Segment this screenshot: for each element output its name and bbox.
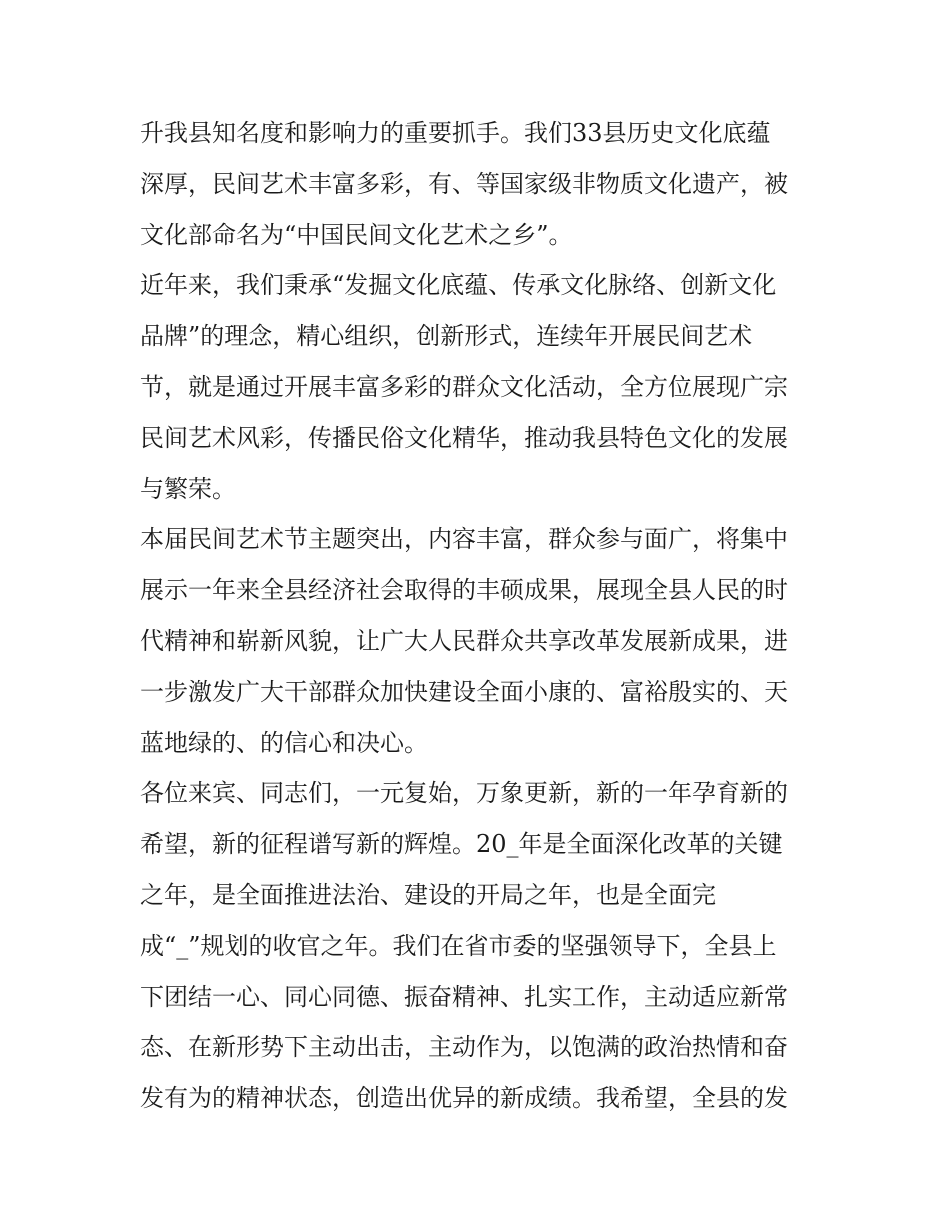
text-line: 节，就是通过开展丰富多彩的群众文化活动，全方位展现广宗	[140, 372, 788, 401]
text-line: 深厚，民间艺术丰富多彩，有、等国家级非物质文化遗产，被	[140, 169, 788, 198]
text-line: 蓝地绿的、的信心和决心。	[140, 728, 428, 757]
text-line: 与繁荣。	[140, 474, 236, 503]
text-line: 成“_”规划的收官之年。我们在省市委的坚强领导下，全县上	[140, 931, 777, 960]
document-body-text	[140, 108, 830, 1124]
text-line: 展示一年来全县经济社会取得的丰硕成果，展现全县人民的时	[140, 576, 788, 605]
text-line: 一步激发广大干部群众加快建设全面小康的、富裕殷实的、天	[140, 677, 788, 706]
text-line: 民间艺术风彩，传播民俗文化精华，推动我县特色文化的发展	[140, 423, 788, 452]
text-line: 文化部命名为“中国民间文化艺术之乡”。	[140, 220, 573, 249]
text-line: 之年，是全面推进法治、建设的开局之年，也是全面完	[140, 880, 716, 909]
text-line: 本届民间艺术节主题突出，内容丰富，群众参与面广，将集中	[140, 525, 788, 554]
text-line: 品牌”的理念，精心组织，创新形式，连续年开展民间艺术	[140, 322, 753, 351]
text-line: 近年来，我们秉承“发掘文化底蕴、传承文化脉络、创新文化	[140, 271, 777, 300]
text-line: 代精神和崭新风貌，让广大人民群众共享改革发展新成果，进	[140, 626, 788, 655]
text-line: 发有为的精神状态，创造出优异的新成绩。我希望，全县的发	[140, 1084, 788, 1113]
text-line: 下团结一心、同心同德、振奋精神、扎实工作，主动适应新常	[140, 982, 788, 1011]
text-line: 升我县知名度和影响力的重要抓手。我们33县历史文化底蕴	[140, 119, 771, 147]
text-line: 态、在新形势下主动出击，主动作为，以饱满的政治热情和奋	[140, 1033, 788, 1062]
text-line: 希望，新的征程谱写新的辉煌。20_年是全面深化改革的关键	[140, 830, 783, 859]
text-line: 各位来宾、同志们，一元复始，万象更新，新的一年孕育新的	[140, 779, 788, 808]
